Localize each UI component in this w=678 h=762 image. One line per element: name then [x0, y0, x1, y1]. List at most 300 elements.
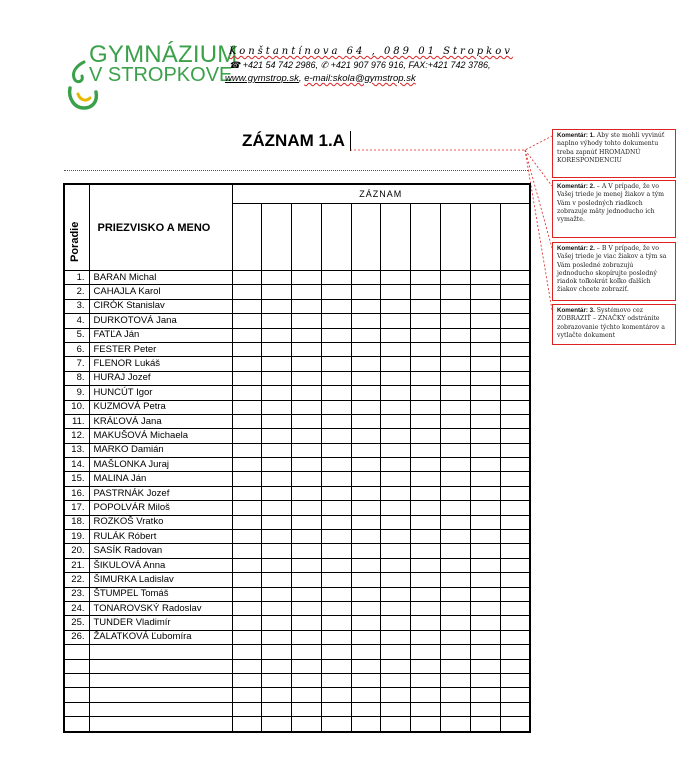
- zaznam-cell[interactable]: [441, 573, 471, 587]
- row-number[interactable]: [64, 673, 89, 687]
- row-number[interactable]: 12.: [64, 429, 89, 443]
- student-name[interactable]: [89, 688, 232, 702]
- zaznam-cell[interactable]: [351, 371, 381, 385]
- zaznam-cell[interactable]: [470, 414, 500, 428]
- zaznam-cell[interactable]: [262, 673, 292, 687]
- row-number[interactable]: 1.: [64, 271, 89, 285]
- zaznam-cell[interactable]: [232, 400, 262, 414]
- student-name[interactable]: PASTRNÁK Jozef: [89, 486, 232, 500]
- zaznam-cell[interactable]: [351, 688, 381, 702]
- zaznam-cell[interactable]: [411, 630, 441, 644]
- row-number[interactable]: 7.: [64, 357, 89, 371]
- email-link[interactable]: e-mail:skola@gymstrop.sk: [304, 73, 416, 84]
- zaznam-cell[interactable]: [321, 645, 351, 659]
- zaznam-cell[interactable]: [500, 530, 530, 544]
- zaznam-cell[interactable]: [351, 458, 381, 472]
- zaznam-cell[interactable]: [470, 299, 500, 313]
- zaznam-cell[interactable]: [411, 414, 441, 428]
- zaznam-header-cell[interactable]: [262, 204, 292, 271]
- zaznam-cell[interactable]: [262, 501, 292, 515]
- zaznam-cell[interactable]: [470, 630, 500, 644]
- zaznam-cell[interactable]: [411, 688, 441, 702]
- zaznam-cell[interactable]: [232, 702, 262, 716]
- zaznam-cell[interactable]: [262, 486, 292, 500]
- zaznam-cell[interactable]: [470, 400, 500, 414]
- student-name[interactable]: POPOLVÁR Miloš: [89, 501, 232, 515]
- zaznam-cell[interactable]: [351, 357, 381, 371]
- zaznam-cell[interactable]: [500, 371, 530, 385]
- zaznam-cell[interactable]: [232, 587, 262, 601]
- zaznam-cell[interactable]: [351, 515, 381, 529]
- zaznam-cell[interactable]: [411, 702, 441, 716]
- zaznam-cell[interactable]: [232, 299, 262, 313]
- zaznam-cell[interactable]: [470, 285, 500, 299]
- zaznam-cell[interactable]: [381, 544, 411, 558]
- row-number[interactable]: 24.: [64, 601, 89, 615]
- zaznam-cell[interactable]: [411, 371, 441, 385]
- zaznam-cell[interactable]: [500, 414, 530, 428]
- zaznam-cell[interactable]: [500, 601, 530, 615]
- zaznam-cell[interactable]: [351, 342, 381, 356]
- zaznam-cell[interactable]: [411, 443, 441, 457]
- row-number[interactable]: 25.: [64, 616, 89, 630]
- zaznam-cell[interactable]: [321, 616, 351, 630]
- zaznam-cell[interactable]: [470, 342, 500, 356]
- comment-balloon-3[interactable]: [552, 304, 676, 345]
- zaznam-cell[interactable]: [262, 601, 292, 615]
- row-number[interactable]: 8.: [64, 371, 89, 385]
- zaznam-cell[interactable]: [470, 443, 500, 457]
- zaznam-cell[interactable]: [381, 414, 411, 428]
- zaznam-cell[interactable]: [500, 357, 530, 371]
- zaznam-cell[interactable]: [262, 472, 292, 486]
- zaznam-cell[interactable]: [381, 616, 411, 630]
- zaznam-cell[interactable]: [411, 429, 441, 443]
- row-number[interactable]: 13.: [64, 443, 89, 457]
- zaznam-cell[interactable]: [411, 601, 441, 615]
- zaznam-cell[interactable]: [262, 645, 292, 659]
- zaznam-cell[interactable]: [292, 573, 322, 587]
- zaznam-cell[interactable]: [351, 486, 381, 500]
- zaznam-cell[interactable]: [262, 515, 292, 529]
- zaznam-cell[interactable]: [470, 357, 500, 371]
- student-name[interactable]: DURKOTOVÁ Jana: [89, 314, 232, 328]
- zaznam-cell[interactable]: [321, 328, 351, 342]
- zaznam-header-cell[interactable]: [411, 204, 441, 271]
- zaznam-cell[interactable]: [441, 645, 471, 659]
- zaznam-cell[interactable]: [441, 558, 471, 572]
- student-name[interactable]: ROZKOŠ Vratko: [89, 515, 232, 529]
- row-number[interactable]: 4.: [64, 314, 89, 328]
- zaznam-cell[interactable]: [441, 271, 471, 285]
- zaznam-cell[interactable]: [500, 501, 530, 515]
- zaznam-cell[interactable]: [441, 443, 471, 457]
- zaznam-cell[interactable]: [470, 314, 500, 328]
- zaznam-cell[interactable]: [292, 558, 322, 572]
- zaznam-cell[interactable]: [381, 630, 411, 644]
- zaznam-cell[interactable]: [351, 558, 381, 572]
- row-number[interactable]: 5.: [64, 328, 89, 342]
- zaznam-cell[interactable]: [232, 515, 262, 529]
- zaznam-cell[interactable]: [232, 673, 262, 687]
- zaznam-cell[interactable]: [232, 357, 262, 371]
- zaznam-cell[interactable]: [232, 443, 262, 457]
- row-number[interactable]: 19.: [64, 530, 89, 544]
- zaznam-cell[interactable]: [321, 400, 351, 414]
- zaznam-cell[interactable]: [411, 659, 441, 673]
- zaznam-cell[interactable]: [292, 587, 322, 601]
- row-number[interactable]: [64, 645, 89, 659]
- row-number[interactable]: 2.: [64, 285, 89, 299]
- student-name[interactable]: [89, 645, 232, 659]
- zaznam-cell[interactable]: [381, 573, 411, 587]
- zaznam-cell[interactable]: [470, 616, 500, 630]
- zaznam-cell[interactable]: [381, 688, 411, 702]
- zaznam-cell[interactable]: [232, 371, 262, 385]
- zaznam-cell[interactable]: [441, 515, 471, 529]
- zaznam-cell[interactable]: [292, 544, 322, 558]
- zaznam-cell[interactable]: [351, 414, 381, 428]
- zaznam-cell[interactable]: [381, 558, 411, 572]
- zaznam-cell[interactable]: [292, 314, 322, 328]
- zaznam-header-cell[interactable]: [441, 204, 471, 271]
- zaznam-cell[interactable]: [470, 486, 500, 500]
- zaznam-cell[interactable]: [321, 558, 351, 572]
- row-number[interactable]: 15.: [64, 472, 89, 486]
- zaznam-cell[interactable]: [381, 530, 411, 544]
- zaznam-cell[interactable]: [381, 328, 411, 342]
- zaznam-cell[interactable]: [351, 616, 381, 630]
- student-name[interactable]: HURAJ Jozef: [89, 371, 232, 385]
- zaznam-cell[interactable]: [321, 673, 351, 687]
- zaznam-cell[interactable]: [411, 458, 441, 472]
- zaznam-cell[interactable]: [381, 486, 411, 500]
- student-name[interactable]: FLENOR Lukáš: [89, 357, 232, 371]
- row-number[interactable]: 11.: [64, 414, 89, 428]
- zaznam-cell[interactable]: [441, 414, 471, 428]
- zaznam-cell[interactable]: [262, 702, 292, 716]
- zaznam-cell[interactable]: [381, 271, 411, 285]
- zaznam-cell[interactable]: [351, 587, 381, 601]
- zaznam-cell[interactable]: [500, 299, 530, 313]
- zaznam-cell[interactable]: [381, 285, 411, 299]
- zaznam-cell[interactable]: [292, 299, 322, 313]
- zaznam-cell[interactable]: [321, 688, 351, 702]
- zaznam-cell[interactable]: [262, 400, 292, 414]
- zaznam-cell[interactable]: [262, 558, 292, 572]
- student-name[interactable]: MALINA Ján: [89, 472, 232, 486]
- zaznam-cell[interactable]: [470, 530, 500, 544]
- zaznam-cell[interactable]: [232, 717, 262, 732]
- zaznam-cell[interactable]: [411, 587, 441, 601]
- zaznam-cell[interactable]: [262, 458, 292, 472]
- zaznam-cell[interactable]: [292, 616, 322, 630]
- zaznam-cell[interactable]: [262, 429, 292, 443]
- zaznam-cell[interactable]: [381, 645, 411, 659]
- zaznam-cell[interactable]: [262, 659, 292, 673]
- zaznam-cell[interactable]: [232, 342, 262, 356]
- row-number[interactable]: 14.: [64, 458, 89, 472]
- zaznam-cell[interactable]: [351, 673, 381, 687]
- zaznam-cell[interactable]: [411, 285, 441, 299]
- zaznam-cell[interactable]: [292, 472, 322, 486]
- student-name[interactable]: [89, 717, 232, 732]
- zaznam-cell[interactable]: [232, 314, 262, 328]
- zaznam-cell[interactable]: [470, 688, 500, 702]
- zaznam-cell[interactable]: [470, 544, 500, 558]
- zaznam-cell[interactable]: [500, 443, 530, 457]
- zaznam-cell[interactable]: [262, 386, 292, 400]
- student-name[interactable]: [89, 673, 232, 687]
- row-number[interactable]: [64, 659, 89, 673]
- row-number[interactable]: [64, 717, 89, 732]
- zaznam-cell[interactable]: [441, 429, 471, 443]
- zaznam-cell[interactable]: [292, 530, 322, 544]
- zaznam-cell[interactable]: [470, 429, 500, 443]
- zaznam-cell[interactable]: [411, 271, 441, 285]
- zaznam-cell[interactable]: [232, 501, 262, 515]
- student-name[interactable]: CAHAJLA Karol: [89, 285, 232, 299]
- zaznam-cell[interactable]: [321, 472, 351, 486]
- student-name[interactable]: CIRÓK Stanislav: [89, 299, 232, 313]
- zaznam-cell[interactable]: [441, 616, 471, 630]
- student-name[interactable]: TUNDER Vladimír: [89, 616, 232, 630]
- zaznam-cell[interactable]: [441, 458, 471, 472]
- zaznam-cell[interactable]: [500, 386, 530, 400]
- zaznam-cell[interactable]: [381, 357, 411, 371]
- zaznam-cell[interactable]: [262, 357, 292, 371]
- zaznam-cell[interactable]: [441, 587, 471, 601]
- zaznam-cell[interactable]: [500, 717, 530, 732]
- zaznam-cell[interactable]: [232, 386, 262, 400]
- student-name[interactable]: [89, 702, 232, 716]
- zaznam-cell[interactable]: [292, 659, 322, 673]
- zaznam-cell[interactable]: [232, 645, 262, 659]
- zaznam-cell[interactable]: [411, 515, 441, 529]
- zaznam-cell[interactable]: [351, 544, 381, 558]
- zaznam-cell[interactable]: [470, 271, 500, 285]
- zaznam-cell[interactable]: [321, 717, 351, 732]
- zaznam-cell[interactable]: [411, 645, 441, 659]
- zaznam-cell[interactable]: [411, 386, 441, 400]
- zaznam-cell[interactable]: [470, 659, 500, 673]
- zaznam-cell[interactable]: [351, 645, 381, 659]
- zaznam-cell[interactable]: [232, 544, 262, 558]
- zaznam-header-cell[interactable]: [381, 204, 411, 271]
- zaznam-cell[interactable]: [232, 558, 262, 572]
- zaznam-cell[interactable]: [381, 429, 411, 443]
- zaznam-cell[interactable]: [232, 659, 262, 673]
- zaznam-cell[interactable]: [470, 645, 500, 659]
- comment-balloon-2a[interactable]: [552, 180, 676, 238]
- zaznam-cell[interactable]: [411, 673, 441, 687]
- zaznam-header-cell[interactable]: [470, 204, 500, 271]
- zaznam-cell[interactable]: [262, 530, 292, 544]
- zaznam-cell[interactable]: [321, 414, 351, 428]
- zaznam-cell[interactable]: [351, 400, 381, 414]
- zaznam-cell[interactable]: [411, 573, 441, 587]
- zaznam-cell[interactable]: [321, 299, 351, 313]
- zaznam-cell[interactable]: [232, 616, 262, 630]
- zaznam-cell[interactable]: [470, 573, 500, 587]
- zaznam-cell[interactable]: [441, 386, 471, 400]
- zaznam-cell[interactable]: [262, 414, 292, 428]
- zaznam-cell[interactable]: [292, 429, 322, 443]
- zaznam-cell[interactable]: [351, 630, 381, 644]
- zaznam-cell[interactable]: [411, 328, 441, 342]
- zaznam-cell[interactable]: [351, 472, 381, 486]
- zaznam-cell[interactable]: [292, 717, 322, 732]
- zaznam-header-cell[interactable]: [351, 204, 381, 271]
- zaznam-cell[interactable]: [411, 558, 441, 572]
- zaznam-cell[interactable]: [232, 429, 262, 443]
- zaznam-cell[interactable]: [441, 688, 471, 702]
- zaznam-cell[interactable]: [321, 458, 351, 472]
- zaznam-cell[interactable]: [321, 314, 351, 328]
- zaznam-cell[interactable]: [292, 702, 322, 716]
- row-number[interactable]: 16.: [64, 486, 89, 500]
- zaznam-cell[interactable]: [500, 630, 530, 644]
- zaznam-cell[interactable]: [321, 601, 351, 615]
- zaznam-cell[interactable]: [381, 472, 411, 486]
- zaznam-cell[interactable]: [500, 688, 530, 702]
- zaznam-cell[interactable]: [500, 486, 530, 500]
- zaznam-cell[interactable]: [321, 386, 351, 400]
- student-name[interactable]: BARAN Michal: [89, 271, 232, 285]
- zaznam-cell[interactable]: [441, 673, 471, 687]
- zaznam-cell[interactable]: [500, 558, 530, 572]
- zaznam-cell[interactable]: [292, 357, 322, 371]
- zaznam-cell[interactable]: [441, 717, 471, 732]
- zaznam-cell[interactable]: [500, 328, 530, 342]
- zaznam-cell[interactable]: [321, 285, 351, 299]
- zaznam-cell[interactable]: [262, 371, 292, 385]
- zaznam-cell[interactable]: [381, 458, 411, 472]
- student-name[interactable]: FATĽA Ján: [89, 328, 232, 342]
- zaznam-cell[interactable]: [500, 544, 530, 558]
- row-number[interactable]: 21.: [64, 558, 89, 572]
- zaznam-cell[interactable]: [411, 342, 441, 356]
- zaznam-cell[interactable]: [441, 314, 471, 328]
- zaznam-cell[interactable]: [292, 400, 322, 414]
- zaznam-cell[interactable]: [470, 386, 500, 400]
- zaznam-cell[interactable]: [262, 630, 292, 644]
- zaznam-cell[interactable]: [232, 414, 262, 428]
- zaznam-cell[interactable]: [321, 371, 351, 385]
- row-number[interactable]: 18.: [64, 515, 89, 529]
- zaznam-cell[interactable]: [470, 601, 500, 615]
- zaznam-cell[interactable]: [351, 573, 381, 587]
- zaznam-cell[interactable]: [470, 558, 500, 572]
- zaznam-cell[interactable]: [470, 515, 500, 529]
- row-number[interactable]: 6.: [64, 342, 89, 356]
- zaznam-cell[interactable]: [500, 587, 530, 601]
- zaznam-cell[interactable]: [232, 458, 262, 472]
- zaznam-cell[interactable]: [500, 515, 530, 529]
- zaznam-cell[interactable]: [321, 342, 351, 356]
- zaznam-cell[interactable]: [292, 601, 322, 615]
- zaznam-cell[interactable]: [262, 443, 292, 457]
- zaznam-cell[interactable]: [262, 299, 292, 313]
- zaznam-header-cell[interactable]: [321, 204, 351, 271]
- comment-balloon-2b[interactable]: [552, 242, 676, 301]
- zaznam-cell[interactable]: [411, 314, 441, 328]
- zaznam-cell[interactable]: [292, 688, 322, 702]
- zaznam-cell[interactable]: [500, 659, 530, 673]
- row-number[interactable]: 3.: [64, 299, 89, 313]
- zaznam-cell[interactable]: [470, 702, 500, 716]
- zaznam-cell[interactable]: [262, 544, 292, 558]
- zaznam-cell[interactable]: [262, 342, 292, 356]
- zaznam-cell[interactable]: [351, 285, 381, 299]
- zaznam-cell[interactable]: [351, 501, 381, 515]
- student-name[interactable]: TONAROVSKÝ Radoslav: [89, 601, 232, 615]
- zaznam-cell[interactable]: [411, 717, 441, 732]
- zaznam-cell[interactable]: [381, 386, 411, 400]
- zaznam-cell[interactable]: [351, 601, 381, 615]
- zaznam-cell[interactable]: [351, 386, 381, 400]
- zaznam-cell[interactable]: [351, 717, 381, 732]
- zaznam-cell[interactable]: [500, 616, 530, 630]
- zaznam-cell[interactable]: [381, 601, 411, 615]
- zaznam-cell[interactable]: [262, 285, 292, 299]
- zaznam-cell[interactable]: [470, 458, 500, 472]
- row-number[interactable]: 9.: [64, 386, 89, 400]
- zaznam-cell[interactable]: [500, 673, 530, 687]
- zaznam-cell[interactable]: [321, 271, 351, 285]
- zaznam-cell[interactable]: [381, 659, 411, 673]
- zaznam-cell[interactable]: [470, 673, 500, 687]
- header-zaznam[interactable]: ZÁZNAM: [232, 184, 530, 204]
- zaznam-cell[interactable]: [321, 515, 351, 529]
- student-name[interactable]: SASÍK Radovan: [89, 544, 232, 558]
- student-name[interactable]: ŠIMURKA Ladislav: [89, 573, 232, 587]
- student-name[interactable]: ŠTUMPEL Tomáš: [89, 587, 232, 601]
- zaznam-cell[interactable]: [470, 472, 500, 486]
- zaznam-cell[interactable]: [292, 673, 322, 687]
- zaznam-cell[interactable]: [351, 299, 381, 313]
- zaznam-cell[interactable]: [321, 486, 351, 500]
- zaznam-cell[interactable]: [470, 371, 500, 385]
- zaznam-cell[interactable]: [321, 587, 351, 601]
- website-link[interactable]: www.gymstrop.sk: [225, 73, 299, 84]
- zaznam-cell[interactable]: [351, 659, 381, 673]
- zaznam-cell[interactable]: [411, 544, 441, 558]
- student-name[interactable]: ŽALATKOVÁ Ľubomíra: [89, 630, 232, 644]
- zaznam-cell[interactable]: [500, 271, 530, 285]
- zaznam-cell[interactable]: [321, 659, 351, 673]
- zaznam-cell[interactable]: [441, 544, 471, 558]
- student-name[interactable]: RULÁK Róbert: [89, 530, 232, 544]
- row-number[interactable]: 23.: [64, 587, 89, 601]
- zaznam-cell[interactable]: [411, 501, 441, 515]
- row-number[interactable]: 26.: [64, 630, 89, 644]
- zaznam-cell[interactable]: [232, 601, 262, 615]
- zaznam-cell[interactable]: [441, 285, 471, 299]
- zaznam-cell[interactable]: [500, 285, 530, 299]
- zaznam-cell[interactable]: [441, 501, 471, 515]
- zaznam-cell[interactable]: [441, 299, 471, 313]
- zaznam-cell[interactable]: [262, 717, 292, 732]
- row-number[interactable]: 17.: [64, 501, 89, 515]
- comment-balloon-1[interactable]: [552, 129, 676, 178]
- zaznam-cell[interactable]: [232, 472, 262, 486]
- zaznam-cell[interactable]: [381, 314, 411, 328]
- zaznam-cell[interactable]: [441, 371, 471, 385]
- student-name[interactable]: MAŠLONKA Juraj: [89, 458, 232, 472]
- zaznam-cell[interactable]: [232, 630, 262, 644]
- zaznam-cell[interactable]: [262, 328, 292, 342]
